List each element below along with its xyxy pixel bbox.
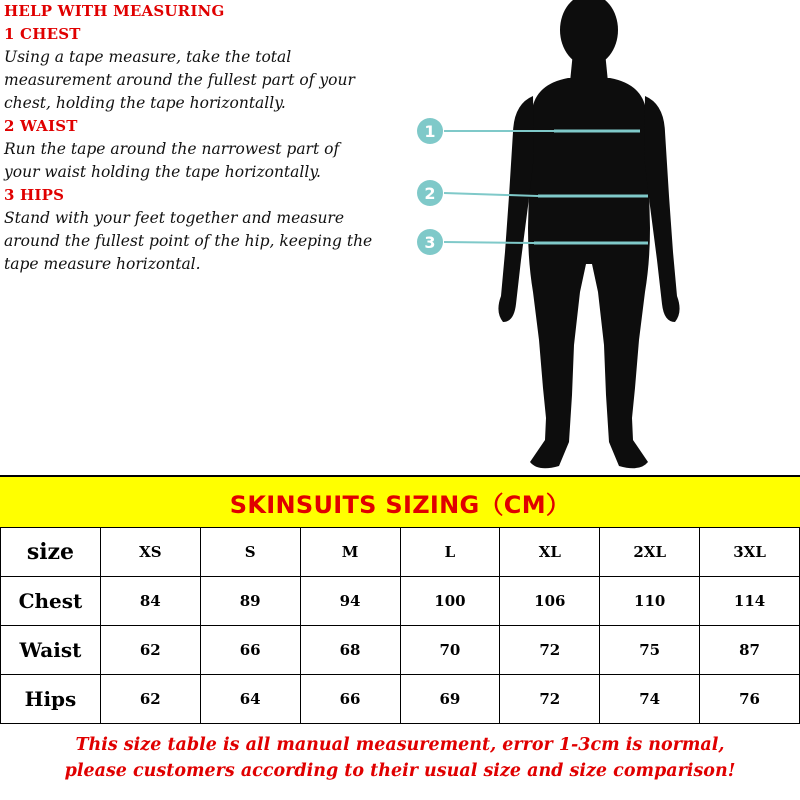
header-cell: 2XL xyxy=(600,528,700,577)
table-cell: 72 xyxy=(500,675,600,724)
chest-instruction-line: Using a tape measure, take the total xyxy=(4,48,292,66)
table-row-hips xyxy=(1,675,800,724)
row-label-waist: Waist xyxy=(1,626,101,675)
waist-instruction-line: your waist holding the tape horizontally. xyxy=(4,163,321,181)
header-cell: L xyxy=(400,528,500,577)
table-header-row xyxy=(1,528,800,577)
table-cell: 76 xyxy=(700,675,800,724)
body-silhouette xyxy=(498,0,679,468)
marker-3-label: 3 xyxy=(424,233,436,252)
table-cell: 89 xyxy=(200,577,300,626)
marker-2-label: 2 xyxy=(424,184,436,203)
marker-2 xyxy=(417,180,443,206)
marker-1 xyxy=(417,118,443,144)
sizing-table xyxy=(0,527,800,724)
body-silhouette-figure xyxy=(395,0,800,475)
table-cell: 87 xyxy=(700,626,800,675)
header-cell: XS xyxy=(100,528,200,577)
table-cell: 62 xyxy=(100,675,200,724)
table-cell: 62 xyxy=(100,626,200,675)
table-row-waist xyxy=(1,626,800,675)
header-cell: M xyxy=(300,528,400,577)
measuring-guide xyxy=(0,0,400,275)
waist-instruction-line: Run the tape around the narrowest part of xyxy=(4,140,340,158)
table-cell: 100 xyxy=(400,577,500,626)
table-cell: 75 xyxy=(600,626,700,675)
table-cell: 74 xyxy=(600,675,700,724)
chest-instruction-line: chest, holding the tape horizontally. xyxy=(4,94,286,112)
row-label-chest: Chest xyxy=(1,577,101,626)
hips-instruction-line: Stand with your feet together and measure xyxy=(4,209,345,227)
table-cell: 106 xyxy=(500,577,600,626)
table-cell: 69 xyxy=(400,675,500,724)
header-cell: XL xyxy=(500,528,600,577)
table-cell: 68 xyxy=(300,626,400,675)
table-cell: 70 xyxy=(400,626,500,675)
header-cell-size: size xyxy=(1,528,101,577)
sizing-table-title: SKINSUITS SIZING（CM） xyxy=(0,475,800,527)
table-row-chest xyxy=(1,577,800,626)
section-heading-waist: 2 WAIST xyxy=(4,117,78,135)
header-cell: S xyxy=(200,528,300,577)
disclaimer-line-1: This size table is all manual measurement, error 1-3cm is normal, xyxy=(75,735,725,755)
table-cell: 72 xyxy=(500,626,600,675)
disclaimer-line-2: please customers according to their usual size and size comparison! xyxy=(64,761,736,781)
marker-3 xyxy=(417,229,443,255)
header-cell: 3XL xyxy=(700,528,800,577)
measurement-disclaimer xyxy=(0,732,800,800)
section-heading-hips: 3 HIPS xyxy=(4,186,65,204)
table-cell: 110 xyxy=(600,577,700,626)
table-cell: 66 xyxy=(200,626,300,675)
table-cell: 114 xyxy=(700,577,800,626)
row-label-hips: Hips xyxy=(1,675,101,724)
marker-1-label: 1 xyxy=(424,122,436,141)
hips-instruction-line: tape measure horizontal. xyxy=(4,255,201,273)
table-cell: 84 xyxy=(100,577,200,626)
table-cell: 94 xyxy=(300,577,400,626)
hips-instruction-line: around the fullest point of the hip, keeping the xyxy=(4,232,373,250)
guide-title: HELP WITH MEASURING xyxy=(4,2,225,20)
table-cell: 64 xyxy=(200,675,300,724)
section-heading-chest: 1 CHEST xyxy=(4,25,81,43)
table-cell: 66 xyxy=(300,675,400,724)
chest-instruction-line: measurement around the fullest part of your xyxy=(4,71,355,89)
